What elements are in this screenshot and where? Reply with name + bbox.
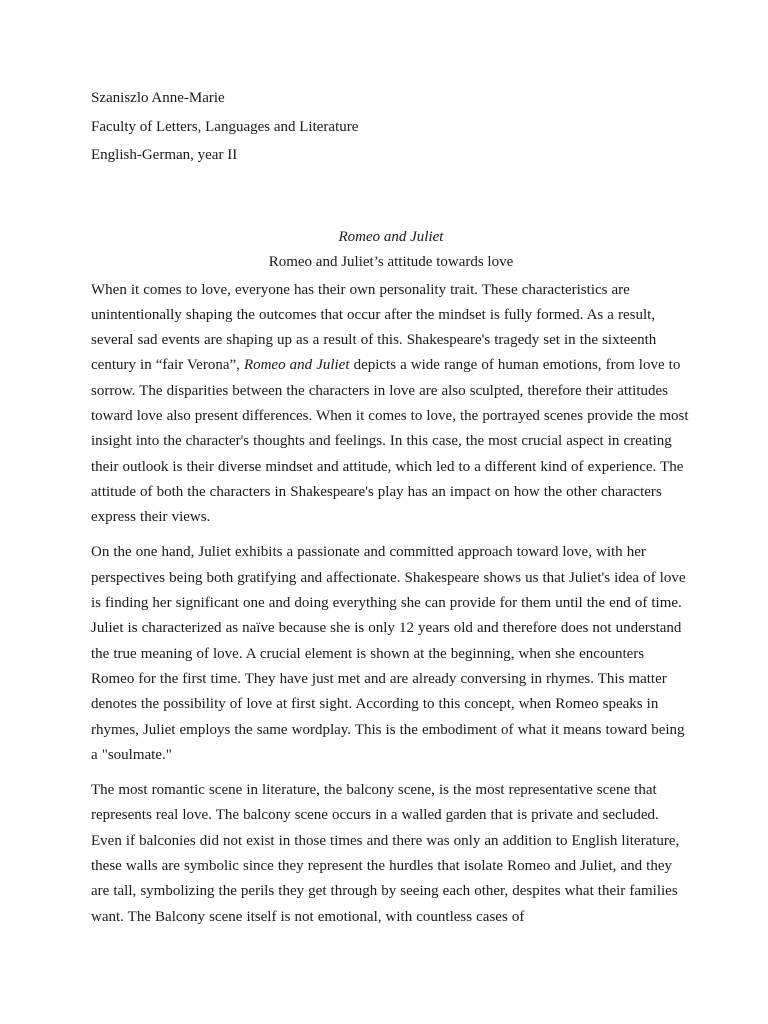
paragraph-3: The most romantic scene in literature, the balcony scene, is the most representative scene that represents real love. The balcony scene occurs in a walled garden that is private and secluded. Even if balconies did not exist in those times and there was only an addition to English literature, these walls are symbolic since they represent the hurdles that isolate Romeo and Juliet, and they are tall, symbolizing the perils they get through by seeing each other, despites what their families want. The Balcony scene itself is not emotional, with countless cases of: [91, 782, 680, 925]
program-year: English-German, year II: [91, 147, 238, 163]
paragraph-1-end: depicts a wide range of human emotions, from love to sorrow. The disparities between the characters in love are also sculpted, therefore their attitudes toward love also present differences. When it comes to love, the portrayed scenes provide the most insight into the character's thoughts and feelings. In this case, the most crucial aspect in creating their outlook is their diverse mindset and attitude, which led to a different kind of experience. The attitude of both the characters in Shakespeare's play has an impact on how the other characters express their views.: [91, 357, 689, 526]
document-title: Romeo and Juliet: [338, 228, 444, 245]
faculty-name: Faculty of Letters, Languages and Literature: [91, 118, 359, 135]
paragraph-2: On the one hand, Juliet exhibits a passionate and committed approach toward love, with her perspectives being both gratifying and affectionate. Shakespeare shows us that Juliet's idea of love is finding her significant one and doing everything she can provide for them until the end of time. Juliet is characterized as naïve because she is only 12 years old and therefore does not understand the true meaning of love. A crucial element is shown at the beginning, when she encounters Romeo for the first time. They have just met and are already conversing in rhymes. This matter denotes the possibility of love at first sight. According to this concept, when Romeo speaks in rhymes, Juliet employs the same wordplay. This is the embodiment of what it means toward being a "soulmate.": [91, 544, 686, 763]
author-name: Szaniszlo Anne-Marie: [91, 90, 225, 106]
paragraph-1: [91, 278, 691, 531]
essay-body: [91, 278, 691, 930]
title-block: [91, 225, 691, 275]
paragraph-1-italic-title: Romeo and Juliet: [243, 357, 350, 374]
paragraph-1-start: When it comes to love, everyone has their own personality trait. These characteristics are unintentionally shaping the outcomes that occur after the mindset is fully formed. As a result, several sad events are shaping up as a result of this. Shakespeare's tragedy set in the sixteenth century in “fair Verona”,: [91, 281, 657, 374]
document-page: [91, 84, 691, 940]
document-subtitle: Romeo and Juliet’s attitude towards love: [268, 253, 514, 270]
